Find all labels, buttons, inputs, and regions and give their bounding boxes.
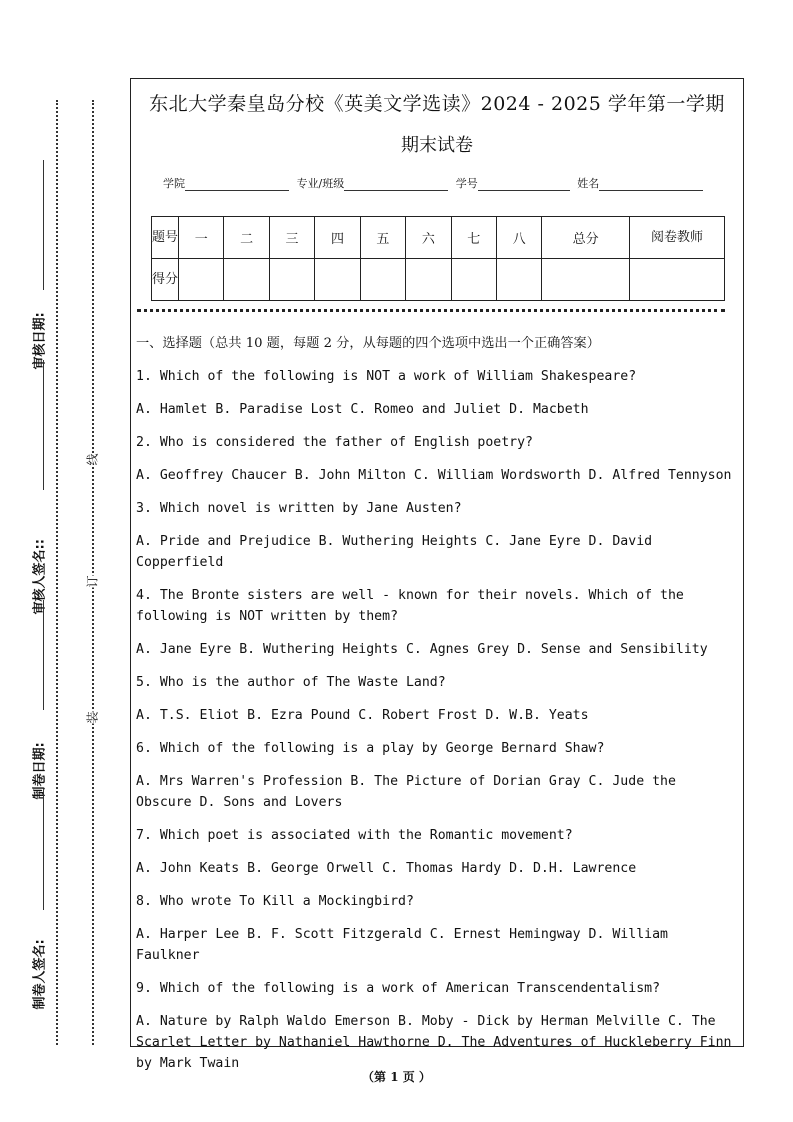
col-total: 总分 — [542, 217, 630, 259]
college-label: 学院 — [163, 177, 185, 190]
paper-date-blank[interactable] — [43, 600, 44, 710]
question-9: 9. Which of the following is a work of American Transcendentalism? — [136, 981, 661, 996]
col-6: 六 — [406, 217, 451, 259]
binding-char-bind: 装 — [81, 711, 104, 723]
options-7: A. John Keats B. George Orwell C. Thomas Hardy D. D.H. Lawrence — [136, 861, 637, 876]
question-1: 1. Which of the following is NOT a work of William Shakespeare? — [136, 369, 637, 384]
score-cell-5[interactable] — [360, 259, 405, 301]
review-date-blank[interactable] — [43, 160, 44, 290]
review-date-label: 审核日期: — [32, 312, 48, 370]
exam-frame — [130, 78, 744, 1071]
question-7: 7. Which poet is associated with the Romantic movement? — [136, 828, 573, 843]
student-id-field[interactable] — [478, 178, 570, 191]
name-field[interactable] — [599, 178, 703, 191]
binding-char-staple: 订 — [81, 575, 104, 587]
dotted-border — [56, 100, 58, 1045]
major-class-field[interactable] — [344, 178, 448, 191]
question-6: 6. Which of the following is a play by George Bernard Shaw? — [136, 741, 605, 756]
col-7: 七 — [451, 217, 496, 259]
score-cell-total[interactable] — [542, 259, 630, 301]
score-cell-6[interactable] — [406, 259, 451, 301]
score-cell-7[interactable] — [451, 259, 496, 301]
name-label: 姓名 — [577, 177, 600, 190]
student-id-label: 学号 — [455, 177, 478, 190]
student-info-row — [163, 175, 707, 191]
binding-char-line: 线 — [81, 453, 104, 465]
col-4: 四 — [315, 217, 360, 259]
binding-dots — [92, 100, 94, 1045]
options-1: A. Hamlet B. Paradise Lost C. Romeo and Juliet D. Macbeth — [136, 402, 589, 417]
page-number: （第 1 页 ） — [362, 1070, 431, 1084]
score-cell-8[interactable] — [496, 259, 541, 301]
col-2: 二 — [224, 217, 269, 259]
col-8: 八 — [496, 217, 541, 259]
question-3: 3. Which novel is written by Jane Austen? — [136, 501, 462, 516]
paper-maker-signature-blank[interactable] — [43, 790, 44, 910]
question-8: 8. Who wrote To Kill a Mockingbird? — [136, 894, 414, 909]
paper-date-label: 制卷日期: — [32, 742, 48, 800]
exam-subtitle: 期末试卷 — [401, 135, 473, 156]
options-9: A. Nature by Ralph Waldo Emerson B. Moby - Dick by Herman Melville C. The Scarlet Letter by Nathaniel Hawthorne D. The Adventures of Huckleberry Finn by Mark Twain — [136, 1014, 732, 1071]
col-3: 三 — [269, 217, 314, 259]
paper-maker-signature-label: 制卷人签名: — [32, 939, 48, 1010]
score-cell-grader[interactable] — [630, 259, 725, 301]
reviewer-signature-label: 审核人签名:: — [32, 539, 48, 615]
question-2: 2. Who is considered the father of English poetry? — [136, 435, 533, 450]
major-class-label: 专业/班级 — [296, 177, 345, 190]
dotted-separator — [137, 309, 725, 312]
question-5: 5. Who is the author of The Waste Land? — [136, 675, 446, 690]
question-4: 4. The Bronte sisters are well - known for their novels. Which of the following is NOT written by them? — [136, 588, 684, 624]
exam-title: 东北大学秦皇岛分校《英美文学选读》2024 - 2025 学年第一学期 — [149, 93, 725, 115]
col-5: 五 — [360, 217, 405, 259]
score-cell-4[interactable] — [315, 259, 360, 301]
section-title: 一、选择题（总共 10 题，每题 2 分，从每题的四个选项中选出一个正确答案） — [136, 336, 600, 351]
reviewer-signature-blank[interactable] — [43, 360, 44, 490]
score-table — [151, 216, 725, 301]
question-section — [136, 333, 739, 1086]
options-8: A. Harper Lee B. F. Scott Fitzgerald C. Ernest Hemingway D. William Faulkner — [136, 927, 668, 963]
score-cell-1[interactable] — [179, 259, 224, 301]
col-grader: 阅卷教师 — [630, 217, 725, 259]
score-cell-2[interactable] — [224, 259, 269, 301]
score-header: 得分 — [152, 259, 179, 301]
col-1: 一 — [179, 217, 224, 259]
options-6: A. Mrs Warren's Profession B. The Picture of Dorian Gray C. Jude the Obscure D. Sons and Lovers — [136, 774, 676, 810]
score-table-header-row — [152, 217, 725, 259]
options-4: A. Jane Eyre B. Wuthering Heights C. Agnes Grey D. Sense and Sensibility — [136, 642, 708, 657]
college-field[interactable] — [185, 178, 289, 191]
options-5: A. T.S. Eliot B. Ezra Pound C. Robert Frost D. W.B. Yeats — [136, 708, 589, 723]
options-3: A. Pride and Prejudice B. Wuthering Heights C. Jane Eyre D. David Copperfield — [136, 534, 653, 570]
options-2: A. Geoffrey Chaucer B. John Milton C. William Wordsworth D. Alfred Tennyson — [136, 468, 732, 483]
score-table-score-row — [152, 259, 725, 301]
question-no-header: 题号 — [152, 217, 179, 259]
score-cell-3[interactable] — [269, 259, 314, 301]
